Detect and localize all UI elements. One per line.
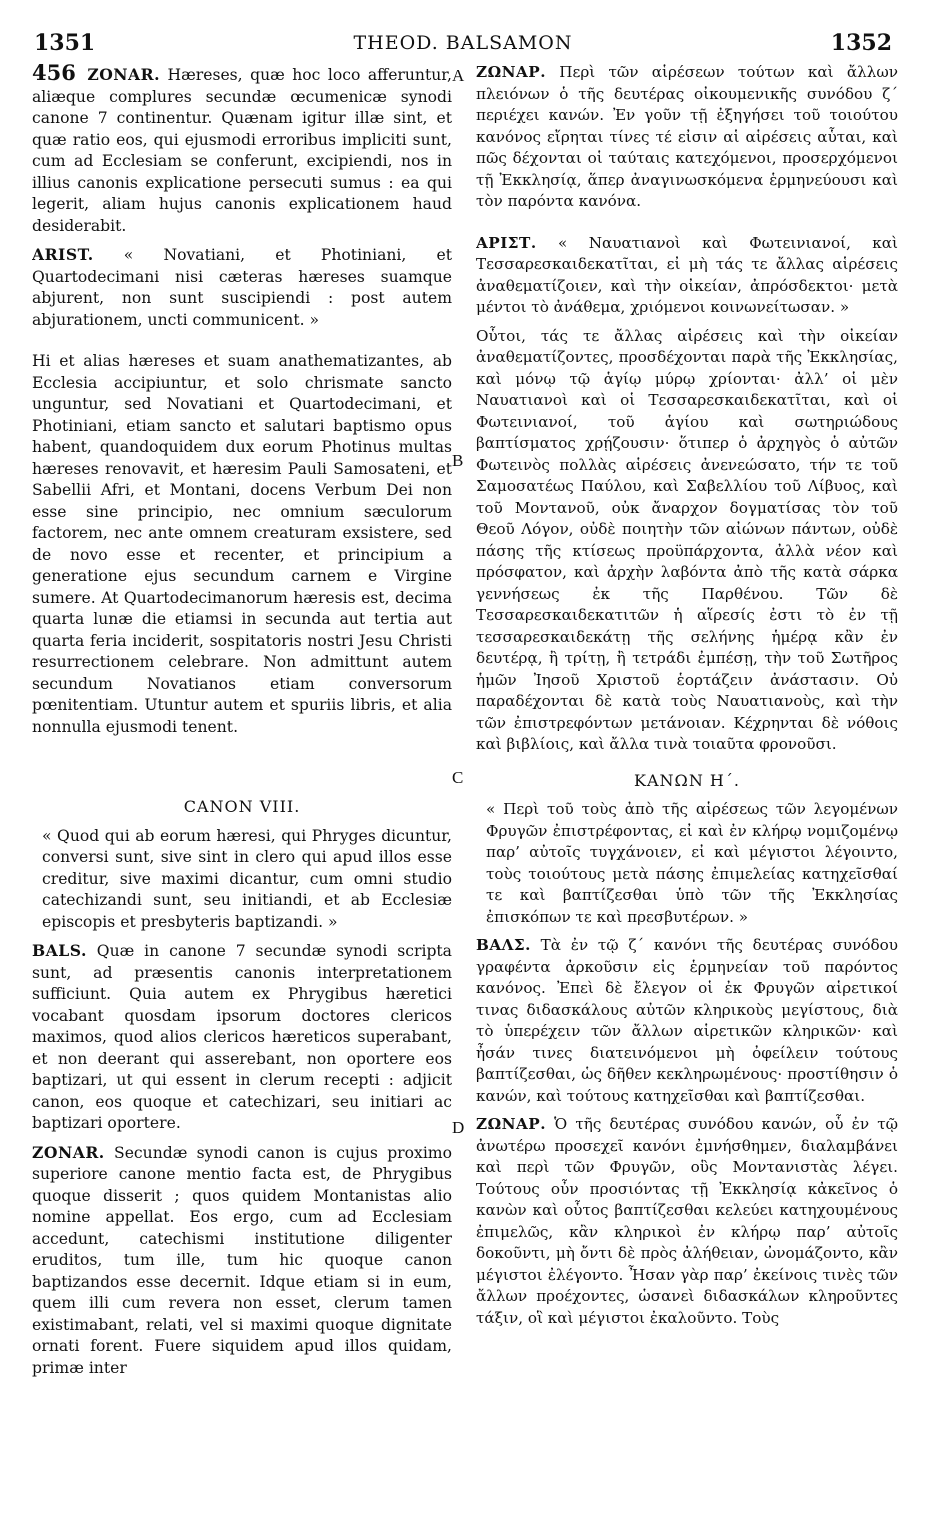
latin-column bbox=[32, 62, 452, 1532]
balsamon-commentary-greek bbox=[476, 935, 898, 1107]
balsamon-label-greek: ΒΑΛΣ. bbox=[476, 936, 531, 954]
running-title: THEOD. BALSAMON bbox=[353, 32, 573, 54]
aristenus-label-greek: ΑΡΙΣΤ. bbox=[476, 233, 537, 252]
margin-letter-a: A bbox=[452, 66, 465, 85]
aristenus-commentary-greek bbox=[476, 233, 898, 319]
zonaras-text: Hæreses, quæ hoc loco afferuntur, aliæque complures secundæ œcumenicæ synodi canone 7 continentur. Quænam igitur illæ sint, et quæ ratio eos, qui ejusmodi erroribus impliciti sunt, cum ad Ecclesiam se conferunt, excipiendi, nos in illius canonis explicatione persecuti sumus : ea qui legerit, aliam hujus canonis explicationem haud desiderabit. bbox=[32, 66, 452, 235]
margin-letter-c: C bbox=[452, 768, 464, 787]
canon-text-latin: « Quod qui ab eorum hæresi, qui Phryges dicuntur, conversi sunt, sive sint in clero qui apud illos esse creditur, sive maximi dicantur, cum omni studio catechizandi sunt, seu initiandi, et ab Ecclesiæ episcopis et presbyteris baptizandi. » bbox=[42, 826, 452, 931]
zonaras-label-greek: ΖΩΝΑΡ. bbox=[476, 63, 546, 81]
body-paragraph-greek: Οὗτοι, τάς τε ἄλλας αἱρέσεις καὶ τὴν οἰκείαν ἀναθεματίζοντες, προσδέχονται παρὰ τῆς Ἐκκλησίας, καὶ μόνῳ τῷ ἁγίῳ μύρῳ χρίονται· ἀλλ’ οἱ μὲν Ναυατιανοὶ καὶ οἱ Τεσσαρεσκαιδεκατῖται, καὶ οἱ Φωτεινιανοί, τοῦ ἁγίου καὶ σωτηριώδους βαπτίσματος χρῄζουσιν· ὅτιπερ ὁ ἀρχηγὸς ὁ αὐτῶν Φωτεινὸς πολλὰς αἱρέσεις ἀνενεώσατο, τήν τε τοῦ Σαμοσατέως Παύλου, καὶ Σαβελλίου τοῦ Λίβυος, καὶ τοῦ Μοντανοῦ, οὐκ ἄναρχον δογματίσας τὸν τοῦ Θεοῦ Λόγον, οὐδὲ ποιητὴν τῶν αἰώνων πάντων, οὐδὲ πάσης τῆς κτίσεως προϋπάρχοντα, ἀλλὰ νέον καὶ πρόσφατον, καὶ ἀρχὴν λαβόντα ἀπὸ τῆς κατὰ σάρκα γεννήσεως ἐκ τῆς Παρθένου. Τῶν δὲ Τεσσαρεσκαιδεκατιτῶν ἡ αἵρεσίς ἐστι τὸ ἐν τῇ τεσσαρεσκαιδεκάτῃ τῆς σελήνης ἡμέρᾳ κἂν ἐν δευτέρᾳ, ἢ τρίτῃ, ἢ τετράδι ἐμπέσῃ, τὴν τοῦ Σωτῆρος ἡμῶν Ἰησοῦ Χριστοῦ ἑορτάζειν ἀνάστασιν. Οὐ παραδέχονται δὲ κατὰ τοὺς Ναυατιανοὺς, καὶ τὴν τῶν ἐπιστρεφόντων μετάνοιαν. Κέχρηνται δὲ νόθοις καὶ βιβλίοις, καὶ ἄλλα τινὰ τοιαῦτα φρονοῦσι. bbox=[476, 326, 898, 753]
zonaras-commentary-latin-2 bbox=[32, 1142, 452, 1380]
canon-heading-greek: ΚΑΝΩΝ Η΄. bbox=[634, 770, 740, 790]
body-paragraph-latin: Hi et alias hæreses et suam anathematizantes, ab Ecclesia accipiuntur, et solo chrismate sancto unguntur, sed Novatiani et Quartodecimani, et Photiniani, etiam sancto et salutari baptismo opus habent, quandoquidem dux eorum Photinus multas hæreses renovavit, et hæresim Pauli Samosateni, et Sabellii Afri, et Montani, docens Verbum Dei non esse sine principio, nec omnium sæculorum factorem, nec ante omnem creaturam exsistere, sed de novo esse et recenter, et principium a generatione ejus secundum carnem e Virgine sumere. At Quartodecimanorum hæresis est, decima quarta lunæ die etiamsi in secunda aut tertia aut quarta feria inciderit, sospitatoris nostri Jesu Christi resurrectionem celebrare. Non admittunt autem secundum Novatianos etiam conversorum pœnitentiam. Utuntur autem et spuriis libris, et alia nonnulla ejusmodi tenent. bbox=[32, 352, 452, 736]
aristenus-text-greek: « Ναυατιανοὶ καὶ Φωτεινιανοί, καὶ Τεσσαρεσκαιδεκατῖται, εἰ μὴ τάς τε ἄλλας αἱρέσεις ἀναθεματίζοιεν, καὶ τὴν οἰκείαν, ἀπρόσδεκτοι· μετὰ μέντοι τὸ ἀνάθεμα, χριόμενοι κοινωνείτωσαν. » bbox=[476, 233, 898, 316]
canon-heading-latin: CANON VIII. bbox=[183, 797, 301, 816]
page-number-right: 1352 bbox=[830, 30, 892, 56]
zonaras-label-greek-2: ΖΩΝΑΡ. bbox=[476, 1115, 546, 1133]
zonaras-commentary-greek-2 bbox=[476, 1114, 898, 1329]
zonaras-label-2: ZONAR. bbox=[32, 1142, 105, 1162]
canon-text-greek: « Περὶ τοῦ τοὺς ἀπὸ τῆς αἱρέσεως τῶν λεγομένων Φρυγῶν ἐπιστρέφοντας, εἰ καὶ ἐν κλήρῳ νομιζομένῳ παρ’ αὐτοῖς τυγχάνοιεν, εἰ καὶ μέγιστοι λέγοιντο, τοὺς τοιούτους μετὰ πάσης ἐπιμελείας κατηχεῖσθαί τε καὶ βαπτίζεσθαι ὑπὸ τῶν τῆς Ἐκκλησίας ἐπισκόπων τε καὶ πρεσβυτέρων. » bbox=[486, 800, 898, 926]
balsamon-text: Quæ in canone 7 secundæ synodi scripta sunt, ad præsentis canonis interpretationem sufficiunt. Quia autem ex Phrygibus hæretici vocabant quosdam ipsorum doctores clericos maximos, quod alios clericos hæreticos superabant, et non deerant qui asserebant, non oportere eos baptizari, ut qui essent in clerum recepti : adjicit canon, eos quoque et catechizari, seu initiari ac baptizari oportere. bbox=[32, 942, 452, 1132]
aristenus-label: ARIST. bbox=[32, 245, 94, 264]
zonaras-text-2: Secundæ synodi canon is cujus proximo superiore canone mentio facta est, de Phrygibus quoque disserit ; quos quidem Montanistas alio nomine appellat. Eos ergo, cum ad Ecclesiam accedunt, catechismi institutione diligenter eruditos, tum ille, tum hic quoque canon baptizandos esse decernit. Idque etiam si in eum, quem illi cum revera non esset, clerum tamen existimabant, relati, vel si maximi quoque dignitate ornati forent. Fuere siquidem apud illos quidam, primæ inter bbox=[32, 1143, 452, 1377]
aristenus-commentary-latin bbox=[32, 244, 452, 331]
greek-column bbox=[476, 62, 898, 1532]
section-number: 456 bbox=[32, 62, 76, 85]
page-number-left: 1351 bbox=[34, 30, 96, 56]
zonaras-commentary-greek bbox=[476, 62, 898, 213]
aristenus-text: « Novatiani, et Photiniani, et Quartodecimani nisi cæteras hæreses suamque abjurent, non sunt suscipiendi : post autem abjurationem, uncti communicent. » bbox=[32, 246, 452, 329]
zonaras-text-greek-2: Ὁ τῆς δευτέρας συνόδου κανών, οὗ ἐν τῷ ἀνωτέρω προσεχεῖ κανόνι ἐμνήσθημεν, διαλαμβάνει καὶ περὶ τῶν Φρυγῶν, οὓς Μοντανιστὰς λέγει. Τούτους οὖν προσιόντας τῇ Ἐκκλησίᾳ κἀκεῖνος ὁ κανὼν καὶ οὗτος βαπτίζεσθαι κελεύει κατηχουμένους ἐπιμελῶς, κἂν κληρικοὶ ἐν κλήρῳ παρ’ αὐτοῖς δοκοῦντι, μὴ ὄντι δὲ πρὸς ἀλήθειαν, ὠνομάζοντο, κἂν μέγιστοι ἐλέγοντο. Ἦσαν γὰρ παρ’ ἐκείνοις τινὲς τῶν ἄλλων προέχοντες, ὡσανεὶ διδασκάλων κληροῦντες τάξιν, οἳ καὶ μέγιστοι ἐκαλοῦντο. Τοὺς bbox=[476, 1115, 898, 1327]
zonaras-text-greek: Περὶ τῶν αἱρέσεων τούτων καὶ ἄλλων πλειόνων ὁ τῆς δευτέρας οἰκουμενικῆς συνόδου ζ΄ περιέχει κανών. Ἐν γοῦν τῇ ἐξηγήσει τοῦ τοιούτου κανόνος εἴρηται τίνες τέ εἰσιν αἱ αἱρέσεις αὗται, καὶ πῶς δέχονται οἱ ταύταις κατεχόμενοι, προσερχόμενοι τῇ Ἐκκλησίᾳ, ἅπερ ἀναγινωσκόμενα ἑρμηνεύουσι καὶ τὸν παρόντα κανόνα. bbox=[476, 63, 898, 210]
zonaras-commentary-latin bbox=[32, 62, 452, 237]
zonaras-label: ZONAR. bbox=[87, 65, 161, 84]
margin-letter-b: B bbox=[452, 451, 464, 470]
balsamon-commentary-latin bbox=[32, 940, 452, 1135]
margin-letter-d: D bbox=[452, 1118, 465, 1137]
balsamon-text-greek: Τὰ ἐν τῷ ζ΄ κανόνι τῆς δευτέρας συνόδου γραφέντα ἀρκοῦσιν εἰς ἑρμηνείαν τοῦ παρόντος κανόνος. Ἐπεὶ δὲ ἔλεγον οἱ ἐκ Φρυγῶν αἱρετικοί τινας διδασκάλους αὐτῶν κληρικοὺς μεγίστους, διὰ τὸ ὑπερέχειν τῶν ἄλλων αἱρετικῶν κληρικῶν· καὶ ἦσάν τινες διατεινόμενοι μὴ ὀφείλειν τούτους βαπτίζεσθαι, ὡς δῆθεν κεκληρωμένους· προστίθησιν ὁ κανών, καὶ τούτους κατηχεῖσθαι καὶ βαπτίζεσθαι. bbox=[476, 936, 898, 1105]
page-header bbox=[34, 30, 892, 60]
balsamon-label: BALS. bbox=[32, 941, 87, 960]
